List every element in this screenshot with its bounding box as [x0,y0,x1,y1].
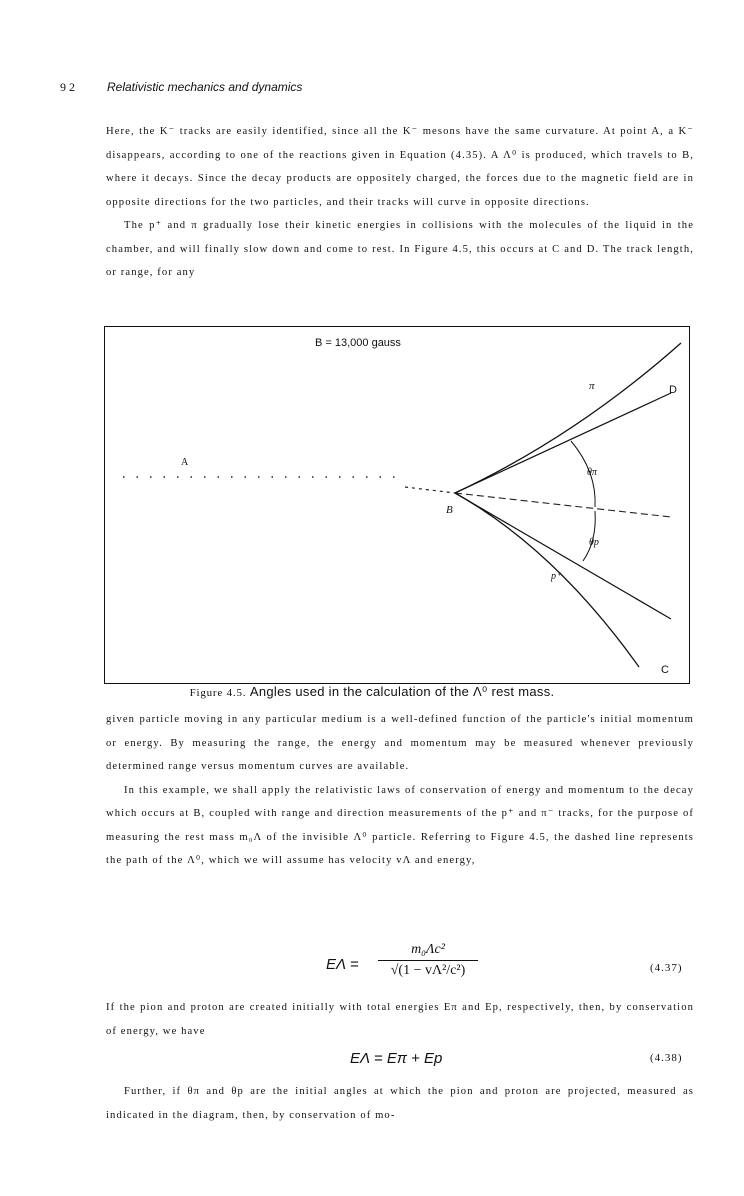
paragraph-6: Further, if θπ and θp are the initial angles at which the pion and proton are projected, measured as indicated in the diagram, then, by conservation of mo- [106,1086,694,1121]
pi-track [455,343,681,493]
label-p: p⁺ [551,571,562,582]
figure-diagram [105,327,691,685]
label-theta-p: θp [589,537,599,548]
eq438-expr: EΛ = Eπ + Ep [350,1050,443,1067]
label-pi: π [589,380,595,392]
paragraph-4: In this example, we shall apply the relativistic laws of conservation of energy and momentum to the decay which occurs at B, coupled with range and direction measurements of the p⁺ and π⁻ tracks, for the purpose of measuring the rest mass m₀Λ of the invisible Λ⁰ particle. Referring to Figure 4.5, the dashed line represents the path of the Λ⁰, which we will assume has velocity vΛ and energy, [106,784,694,866]
p-track [455,493,639,667]
body-text-bottom [106,1080,694,1127]
k-minus-track [123,477,455,493]
figure-4-5 [104,326,690,684]
label-b: B [446,504,453,516]
theta-p-arc [583,511,595,561]
eq438-number: (4.38) [650,1052,683,1064]
p-tangent-line [455,493,671,619]
field-label: B = 13,000 gauss [315,337,401,349]
label-c: C [661,664,669,676]
paragraph-1: Here, the K⁻ tracks are easily identified, since all the K⁻ mesons have the same curvature. At point A, a K⁻ disappears, according to one of the reactions given in Equation (4.35). A Λ⁰ is produced, which travels to B, where it decays. Since the decay products are oppositely charged, the forces due to the magnetic field are in opposite directions for the two particles, and their tracks will curve in opposite directions. [106,126,694,208]
body-text-top [106,120,694,285]
paragraph-2: The p⁺ and π gradually lose their kinetic energies in collisions with the molecules of the liquid in the chamber, and will finally slow down and come to rest. In Figure 4.5, this occurs at C and D. The track length, or range, for any [106,220,694,278]
pi-tangent-line [455,393,671,493]
fraction-bar [378,960,478,961]
eq437-denominator: √(1 − vΛ²/c²) [390,963,466,978]
body-text-middle [106,708,694,873]
eq437-number: (4.37) [650,962,683,974]
eq437-lhs: EΛ = [326,956,359,973]
running-title: Relativistic mechanics and dynamics [107,80,303,94]
paragraph-3: given particle moving in any particular medium is a well-defined function of the particle's initial momentum or energy. By measuring the range, the energy and momentum may be measured whenever previously determined range versus momentum curves are available. [106,714,694,772]
label-theta-pi: θπ [587,467,597,478]
caption-prefix: Figure 4.5. [189,687,247,699]
caption-text: Angles used in the calculation of the Λ⁰ rest mass. [249,684,555,699]
page-number: 92 [60,80,78,94]
paragraph-5: If the pion and proton are created initially with total energies Eπ and Ep, respectively, then, by conservation of energy, we have [106,1002,694,1037]
label-a: A [181,457,189,468]
figure-caption [0,684,744,700]
page-header [60,80,302,95]
label-d: D [669,384,677,396]
eq437-numerator: m₀Λc² [411,942,445,957]
body-text-lower [106,996,694,1043]
